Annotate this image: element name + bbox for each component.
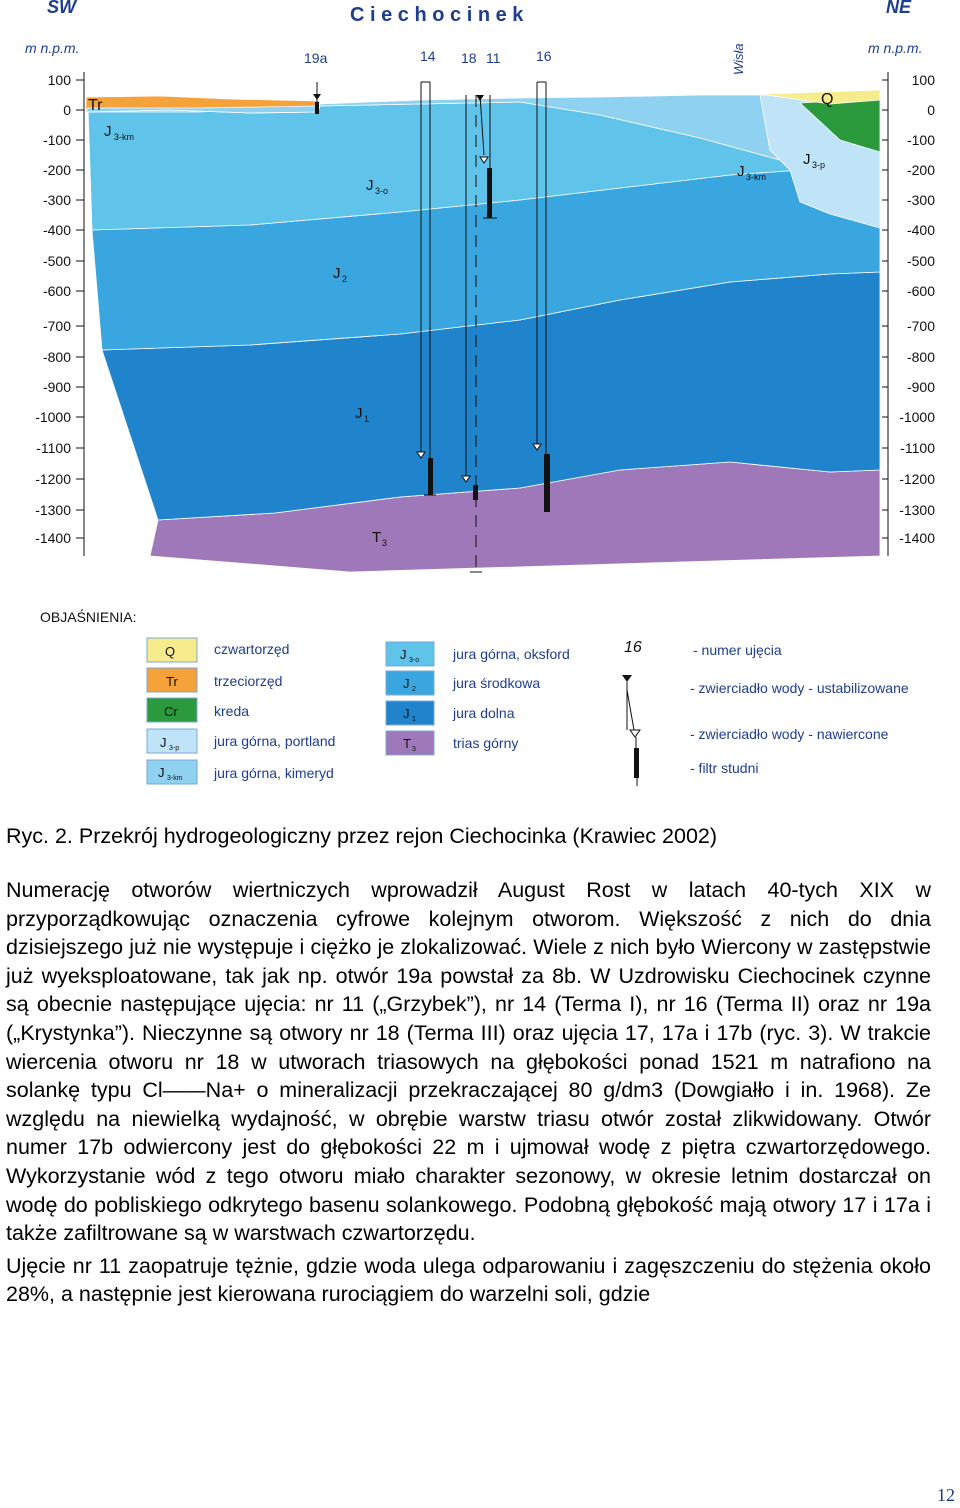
- scale-tick-label: -900: [42, 379, 71, 395]
- legend-j1-label: jura dolna: [453, 705, 515, 721]
- swatch-j3km-sub: 3-km: [167, 775, 183, 782]
- legend-cr-label: kreda: [214, 703, 250, 719]
- swatch-j3km-code: J: [158, 765, 165, 780]
- scale-tick-label: -100: [906, 132, 935, 148]
- label-j3km-left-sub: 3-km: [114, 132, 134, 142]
- scale-tick-label: -600: [906, 283, 935, 299]
- scale-tick-label: -200: [906, 162, 935, 178]
- stabilized-water-level-icon: [622, 675, 632, 682]
- swatch-j1: [386, 701, 434, 725]
- scale-tick-label: -1300: [899, 502, 935, 518]
- elevation-scale-right: [882, 72, 935, 556]
- page-number: 12: [937, 1485, 955, 1505]
- label-j1-sub: 1: [364, 414, 370, 424]
- paragraph-1: Numerację otworów wiertniczych wprowadził August Rost w latach 40-tych XIX w przyporządkowując oznaczenia cyfrowe kolejnym otworom. Większość z nich do dnia dzisiejszego już nie występuje i ciężko je zlokalizować. Wiele z nich było Wiercony w zastępstwie już wyeksploatowane, tak jak np. otwór 19a powstał za 8b. W Uzdrowisku Ciechocinek czynne są obecnie następujące ujęcia: nr 11 („Grzybek”), nr 14 (Terma I), nr 16 (Terma II) oraz nr 19a („Krystynka”). Nieczynne są otwory nr 18 (Terma III) oraz ujęcia 17, 17a i 17b (ryc. 3). W trakcie wiercenia otworu nr 18 w utworach triasowych na głębokości ponad 1521 m natrafiono na solankę typu Cl——Na+ o mineralizacji przekraczającej 80 g/dm3 (Dowgiałło i in. 1968). Ze względu na niewielką wydajność, w obrębie warstw triasu otwór został zlikwidowany. Otwór numer 17b odwiercony jest do głębokości 22 m i ujmował wodę z piętra czwartorzędowego. Wykorzystanie wód z tego otworu miało charakter sezonowy, w okresie letnim dostarczał on wodę do pobliskiego odkrytego basenu solankowego. Podobną głębokość mają otwory 17 i 17a i także zafiltrowane są w warstwach czwartorzędu.: [6, 878, 931, 1246]
- scale-tick-label: -1400: [899, 530, 935, 546]
- label-j3km-right: J: [737, 163, 745, 180]
- swatch-j2: [386, 671, 434, 695]
- scale-tick-label: 0: [63, 102, 71, 118]
- scale-tick-label: -300: [42, 192, 71, 208]
- scale-tick-label: -800: [42, 349, 71, 365]
- scale-tick-label: -800: [906, 349, 935, 365]
- legend-well-number-example: 16: [624, 639, 642, 656]
- label-j3km-left: J: [104, 123, 112, 140]
- swatch-j1-code: J: [403, 706, 410, 721]
- scale-tick-label: -700: [906, 318, 935, 334]
- scale-tick-label: 0: [927, 102, 935, 118]
- scale-tick-label: -1300: [35, 502, 71, 518]
- swatch-j1-sub: 1: [412, 716, 416, 723]
- swatch-q-code: Q: [165, 644, 176, 659]
- river-label: Wisła: [731, 43, 746, 75]
- swatch-t3-sub: 3: [412, 746, 416, 753]
- well-label-18: 18: [461, 50, 477, 66]
- legend-tr-label: trzeciorzęd: [214, 673, 283, 689]
- swatch-t3-code: T: [403, 736, 411, 751]
- label-q: Q: [821, 91, 834, 108]
- swatch-j3p-code: J: [160, 735, 167, 750]
- direction-ne: NE: [886, 0, 912, 17]
- scale-tick-label: -300: [906, 192, 935, 208]
- swatch-j3p-sub: 3-p: [169, 745, 180, 752]
- filter-16: [544, 454, 550, 512]
- scale-tick-label: -1000: [35, 409, 71, 425]
- scale-tick-label: -400: [906, 222, 935, 238]
- filter-11: [487, 168, 492, 218]
- legend-j3o-label: jura górna, oksford: [453, 646, 570, 662]
- scale-tick-label: -1000: [899, 409, 935, 425]
- legend-well-symbol: [622, 675, 640, 786]
- label-tr: Tr: [88, 97, 103, 114]
- scale-tick-label: -500: [42, 253, 71, 269]
- filter-14: [428, 458, 433, 495]
- body-text: [6, 876, 931, 1309]
- well-filter-icon: [634, 748, 639, 778]
- legend-t3-label: trias górny: [453, 735, 519, 751]
- label-j3o: J: [366, 177, 374, 194]
- scale-tick-label: -600: [42, 283, 71, 299]
- filter-18: [473, 485, 478, 500]
- scale-tick-label: -1100: [36, 440, 71, 456]
- label-j2-sub: 2: [342, 274, 348, 284]
- scale-tick-label: -900: [906, 379, 935, 395]
- legend-symbol-well-number: - numer ujęcia: [693, 642, 782, 658]
- scale-tick-label: -100: [42, 132, 71, 148]
- scale-tick-label: -200: [42, 162, 71, 178]
- scale-tick-label: -1200: [899, 471, 935, 487]
- filter-19a: [315, 102, 319, 114]
- label-j2: J: [333, 265, 341, 282]
- legend-j3km-label: jura górna, kimeryd: [214, 765, 334, 781]
- scale-tick-label: -500: [906, 253, 935, 269]
- legend: [40, 608, 909, 786]
- scale-tick-label: -1200: [35, 471, 71, 487]
- legend-symbol-stabilized: - zwierciadło wody - ustabilizowane: [690, 680, 909, 696]
- legend-j3p-label: jura górna, portland: [214, 733, 336, 749]
- legend-title: OBJAŚNIENIA:: [40, 609, 137, 625]
- scale-tick-label: 100: [911, 72, 935, 88]
- swatch-j2-sub: 2: [412, 686, 416, 693]
- unit-label-left: m n.p.m.: [25, 40, 80, 56]
- drilled-water-level-icon: [630, 730, 640, 737]
- figure-town-title: C i e c h o c i n e k: [350, 4, 524, 26]
- paragraph-2: Ujęcie nr 11 zaopatruje tężnie, gdzie woda ulega odparowaniu i zagęszczeniu do stężenia około 28%, a następnie jest kierowana rurociągiem do warzelni soli, gdzie: [6, 1253, 931, 1307]
- swatch-j3o-sub: 3-o: [409, 657, 420, 664]
- well-label-16: 16: [536, 48, 552, 64]
- scale-tick-label: -1400: [35, 530, 71, 546]
- figure-caption: Ryc. 2. Przekrój hydrogeologiczny przez rejon Ciechocinka (Krawiec 2002): [6, 824, 718, 848]
- label-j3o-sub: 3-o: [375, 186, 389, 196]
- label-j3p-right: J: [803, 151, 811, 168]
- swatch-j3o-code: J: [400, 647, 407, 662]
- well-label-11: 11: [486, 50, 501, 66]
- scale-tick-label: -400: [42, 222, 71, 238]
- unit-label-right: m n.p.m.: [868, 40, 923, 56]
- legend-j2-label: jura środkowa: [453, 675, 541, 691]
- scale-tick-label: -700: [42, 318, 71, 334]
- scale-tick-label: -1100: [900, 440, 935, 456]
- elevation-scale-left: [35, 72, 84, 556]
- swatch-cr-code: Cr: [164, 704, 178, 719]
- swatch-j2-code: J: [403, 676, 410, 691]
- label-j3km-right-sub: 3-km: [746, 172, 766, 182]
- direction-sw: SW: [47, 0, 76, 17]
- well-label-19a: 19a: [304, 50, 328, 66]
- legend-symbol-drilled: - zwierciadło wody - nawiercone: [690, 726, 889, 742]
- well-labels: [304, 48, 552, 66]
- legend-symbol-filter: - filtr studni: [690, 760, 759, 776]
- label-j3p-right-sub: 3-p: [812, 160, 826, 170]
- legend-q-label: czwartorzęd: [214, 641, 290, 657]
- label-j1: J: [355, 405, 363, 422]
- label-t3: T: [372, 529, 382, 546]
- label-t3-sub: 3: [382, 538, 388, 548]
- scale-tick-label: 100: [47, 72, 71, 88]
- well-label-14: 14: [420, 48, 436, 64]
- swatch-tr-code: Tr: [166, 674, 178, 689]
